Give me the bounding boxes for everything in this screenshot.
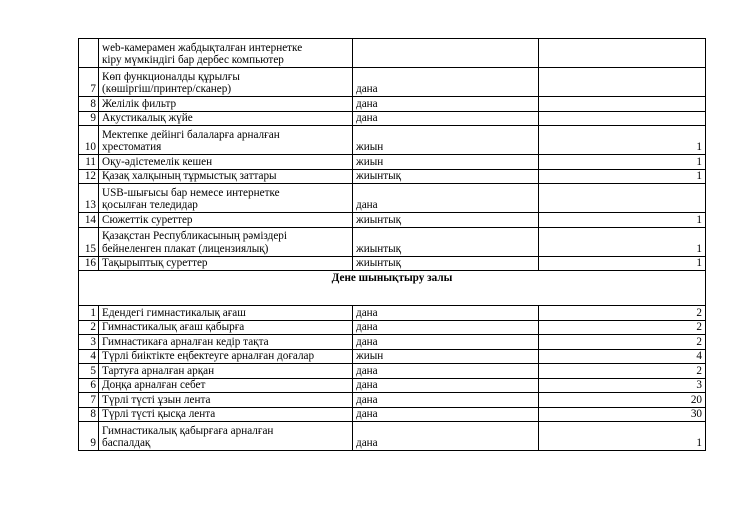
item-quantity: 2: [539, 306, 706, 321]
item-quantity: 4: [539, 349, 706, 364]
row-number: 8: [79, 97, 99, 112]
item-name: Мектепке дейінгі балаларға арналған хрестоматия: [99, 126, 353, 155]
item-unit: дана: [353, 184, 539, 213]
row-number: 10: [79, 126, 99, 155]
table-row: [79, 213, 706, 228]
item-unit: жиын: [353, 155, 539, 170]
row-number: 12: [79, 169, 99, 184]
item-name: Қазақ халқының тұрмыстық заттары: [99, 169, 353, 184]
item-quantity: 1: [539, 422, 706, 451]
item-unit: дана: [353, 407, 539, 422]
item-quantity: 1: [539, 169, 706, 184]
table-row: [79, 39, 706, 68]
item-unit: жиын: [353, 349, 539, 364]
row-number: 7: [79, 68, 99, 97]
row-number: [79, 39, 99, 68]
item-unit: жиынтық: [353, 169, 539, 184]
item-name: Түрлі түсті қысқа лента: [99, 407, 353, 422]
item-unit: дана: [353, 393, 539, 408]
item-unit: дана: [353, 320, 539, 335]
item-quantity: [539, 184, 706, 213]
row-number: 11: [79, 155, 99, 170]
item-name: web-камерамен жабдықталған интернетке кіру мүмкіндігі бар дербес компьютер: [99, 39, 353, 68]
table-row: [79, 169, 706, 184]
table-row: [79, 349, 706, 364]
item-unit: дана: [353, 364, 539, 379]
table-row: [79, 306, 706, 321]
item-quantity: 1: [539, 227, 706, 256]
equipment-table-top: [79, 39, 706, 271]
row-number: 6: [79, 378, 99, 393]
row-number: 7: [79, 393, 99, 408]
table-row: [79, 364, 706, 379]
item-unit: жиын: [353, 126, 539, 155]
item-quantity: 1: [539, 155, 706, 170]
item-name: Гимнастикаға арналған кедір тақта: [99, 335, 353, 350]
item-quantity: 1: [539, 213, 706, 228]
table-row: [79, 256, 706, 271]
item-name: Түрлі түсті ұзын лента: [99, 393, 353, 408]
item-unit: [353, 39, 539, 68]
section-title: Дене шынықтыру залы: [79, 271, 706, 306]
item-name: Сюжеттік суреттер: [99, 213, 353, 228]
row-number: 2: [79, 320, 99, 335]
item-quantity: 20: [539, 393, 706, 408]
item-name: Түрлі биіктікте еңбектеуге арналған доғалар: [99, 349, 353, 364]
item-unit: дана: [353, 111, 539, 126]
item-unit: дана: [353, 97, 539, 112]
row-number: 14: [79, 213, 99, 228]
item-name: Едендегі гимнастикалық ағаш: [99, 306, 353, 321]
item-unit: дана: [353, 306, 539, 321]
table-row: [79, 155, 706, 170]
item-quantity: [539, 97, 706, 112]
table-row: [79, 378, 706, 393]
item-quantity: 3: [539, 378, 706, 393]
item-unit: жиынтық: [353, 213, 539, 228]
item-unit: дана: [353, 378, 539, 393]
row-number: 1: [79, 306, 99, 321]
table-row: [79, 335, 706, 350]
item-quantity: 1: [539, 126, 706, 155]
section: [79, 271, 706, 306]
row-number: 9: [79, 111, 99, 126]
row-number: 16: [79, 256, 99, 271]
equipment-table-bottom: [79, 306, 706, 451]
row-number: 5: [79, 364, 99, 379]
table-row: [79, 68, 706, 97]
item-quantity: [539, 68, 706, 97]
row-number: 15: [79, 227, 99, 256]
item-unit: дана: [353, 335, 539, 350]
item-name: Тартуға арналған арқан: [99, 364, 353, 379]
item-name: USB-шығысы бар немесе интернетке қосылған теледидар: [99, 184, 353, 213]
item-quantity: 1: [539, 256, 706, 271]
equipment-table: [78, 38, 706, 451]
item-unit: жиынтық: [353, 227, 539, 256]
item-name: Акустикалық жүйе: [99, 111, 353, 126]
table-row: [79, 97, 706, 112]
row-number: 8: [79, 407, 99, 422]
item-unit: дана: [353, 68, 539, 97]
item-name: Желілік фильтр: [99, 97, 353, 112]
item-name: Көп функционалды құрылғы (көшіргіш/принтер/сканер): [99, 68, 353, 97]
item-name: Оқу-әдістемелік кешен: [99, 155, 353, 170]
row-number: 4: [79, 349, 99, 364]
item-name: Доңқа арналған себет: [99, 378, 353, 393]
table-row: [79, 407, 706, 422]
table-row: [79, 393, 706, 408]
item-name: Тақырыптық суреттер: [99, 256, 353, 271]
table-row: [79, 126, 706, 155]
section-row: [79, 271, 706, 306]
item-name: Гимнастикалық ағаш қабырға: [99, 320, 353, 335]
table-row: [79, 111, 706, 126]
table-row: [79, 320, 706, 335]
item-name: Гимнастикалық қабырғаға арналған баспалдақ: [99, 422, 353, 451]
table-row: [79, 184, 706, 213]
item-unit: дана: [353, 422, 539, 451]
item-quantity: 30: [539, 407, 706, 422]
row-number: 9: [79, 422, 99, 451]
table-row: [79, 422, 706, 451]
item-quantity: [539, 111, 706, 126]
table-row: [79, 227, 706, 256]
item-quantity: 2: [539, 320, 706, 335]
item-quantity: [539, 39, 706, 68]
item-quantity: 2: [539, 364, 706, 379]
row-number: 13: [79, 184, 99, 213]
item-quantity: 2: [539, 335, 706, 350]
item-unit: жиынтық: [353, 256, 539, 271]
item-name: Қазақстан Республикасының рәміздері бейнеленген плакат (лицензиялық): [99, 227, 353, 256]
row-number: 3: [79, 335, 99, 350]
